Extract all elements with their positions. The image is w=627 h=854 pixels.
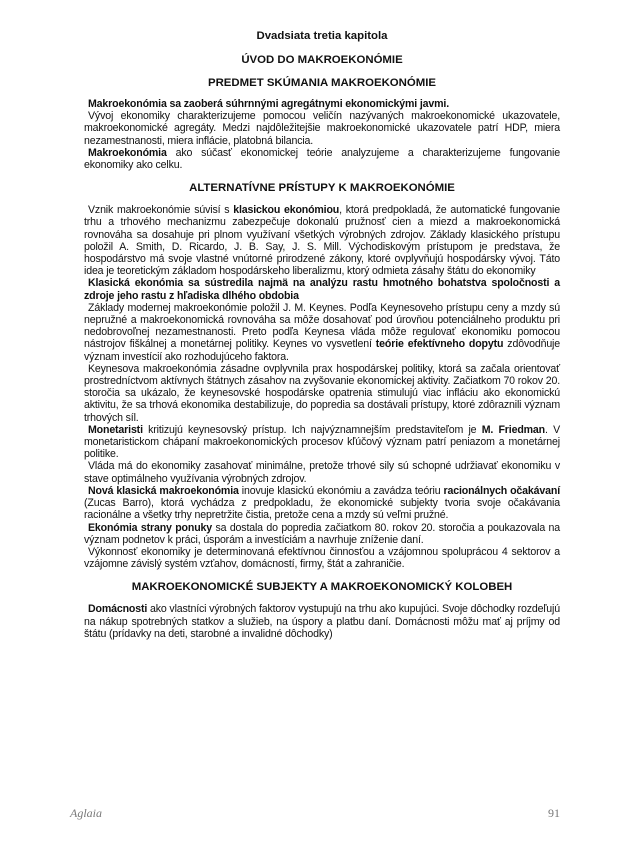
paragraph-monetarists — [84, 424, 560, 461]
term-rational-expectations: racionálnych očakávaní — [443, 484, 560, 497]
section-heading-subjects: MAKROEKONOMICKÉ SUBJEKTY A MAKROEKONOMICKÝ KOLOBEH — [131, 581, 513, 594]
section-heading-subject: PREDMET SKÚMANIA MAKROEKONÓMIE — [207, 77, 437, 89]
paragraph-performance: Výkonnosť ekonomiky je determinovaná efektívnou činnosťou a vzájomnou spoluprácou 4 sektorov a vzájomne závislý systém vzťahov, domácností, firmy, štát a zahraničie. — [84, 545, 560, 571]
paragraph-supply-side — [84, 522, 560, 546]
paragraph-households — [84, 603, 560, 640]
paragraph-text: ako súčasť ekonomickej teórie analyzujeme a charakterizujeme fungovanie ekonomiky ako celku. — [84, 146, 560, 172]
term-effective-demand: teórie efektívneho dopytu — [375, 338, 504, 351]
paragraph-government: Vláda má do ekonomiky zasahovať minimálne, pretože trhové sily sú schopné udržiavať ekonomiku v stave optimálneho využívania výrobných zdrojov. — [84, 460, 560, 485]
term-friedman: M. Friedman — [481, 423, 545, 436]
term-monetarists: Monetaristi — [88, 423, 143, 436]
paragraph-definition — [84, 98, 560, 110]
paragraph-classical-focus — [84, 277, 560, 301]
section-heading-approaches: ALTERNATÍVNE PRÍSTUPY K MAKROEKONÓMIE — [189, 182, 455, 195]
page-title: ÚVOD DO MAKROEKONÓMIE — [241, 54, 403, 66]
page-footer — [70, 806, 560, 821]
paragraph-text: Vznik makroekonómie súvisí s — [88, 204, 234, 217]
page-body — [84, 30, 560, 640]
page-number: 91 — [548, 806, 560, 820]
classical-focus-bold: Klasická ekonómia sa sústredila najmä na analýzu rastu hmotného bohatstva spoločnosti a zdroje jeho rastu z hľadiska dlhého obdobia — [84, 277, 560, 302]
term-new-classical: Nová klasická makroekonómia — [88, 484, 239, 497]
paragraph-keynes — [84, 302, 560, 363]
term-makroekonomia: Makroekonómia — [88, 146, 167, 159]
paragraph-text: , ktorá predpokladá, že automatické fungovanie trhu a trhového mechanizmu zabezpečuje dokonalú pružnosť cien a miezd a makroekonomická rovnováha sa dosahuje pri plnom využívaní všetkých výrobných zdrojov. Základy klasického prístupu položil A. Smith, D. Ricardo, J. B. Say, J. S. Mill. Východiskovým prístupom je predstava, že hospodárstvo má svoje vlastné vnútorné prirodzené zákony, ktoré ovplyvňujú hospodársky vývoj. Táto idea je teoretickým základom hospodárskeho liberalizmu, ktorý odmieta zásahy štátu do ekonomiky — [84, 204, 560, 278]
term-households: Domácnosti — [88, 603, 148, 616]
paragraph-indicators: Vývoj ekonomiky charakterizujeme pomocou veličín nazývaných makroekonomické ukazovatele, makroekonomické agregáty. Medzi najdôležitejšie makroekonomické ukazovatele patrí HDP, miera nezamestnanosti, miera inflácie, platobná bilancia. — [84, 110, 560, 147]
paragraph-text: (Zucas Barro), ktorá vychádza z predpokladu, že ekonomické subjekty tvoria svoje očakávania racionálne a všetky trhy nepretržite čistia, pretože cena a mzdy sú veľmi pružné. — [84, 497, 560, 522]
footer-author: Aglaia — [70, 806, 102, 820]
paragraph-text: zdôvodňuje význam investícií ako rozhodujúceho faktora. — [84, 338, 560, 363]
paragraph-new-classical — [84, 485, 560, 522]
paragraph-text: ako vlastníci výrobných faktorov vystupujú na trhu ako kupujúci. Svoje dôchodky rozdeľujú na nákup spotrebných statkov a služieb, na úspory a platbu daní. Domácnosti môžu mať aj príjmy od štátu (prídavky na deti, starobné a invalidné dôchodky) — [84, 603, 560, 640]
definition-bold: Makroekonómia sa zaoberá súhrnnými agregátnymi ekonomickými javmi. — [88, 98, 450, 110]
paragraph-text: inovuje klasickú ekonómiu a zavádza teóriu — [238, 484, 444, 497]
paragraph-text: Základy modernej makroekonómie položil J. M. Keynes. Podľa Keynesoveho prístupu ceny a mzdy sú nepružné a makroekonomická rovnováha sa môže dosahovať pod úrovňou potenciálneho produktu pri nedobrovoľnej nezamestnanosti. Preto podľa Keynesa vláda môže regulovať ekonomiku pomocou nástrojov fiškálnej a monetárnej politiky. Keynes vo vysvetlení — [84, 301, 560, 351]
paragraph-text: . V monetaristickom chápaní makroekonomických procesov kľúčový význam patrí peniazom a monetárnej politike. — [84, 423, 560, 461]
chapter-heading: Dvadsiata tretia kapitola — [256, 30, 388, 42]
paragraph-text: kritizujú keynesovský prístup. Ich najvýznamnejším predstaviteľom je — [142, 423, 482, 436]
paragraph-keynes-influence: Keynesova makroekonómia zásadne ovplyvnila prax hospodárskej politiky, ktorá sa začala orientovať prostredníctvom aktívnych štátnych zásahov na zvyšovanie ekonomickej aktivity. Začiatkom 70 rokov 20. storočia sa ukázalo, že keynesovské hospodárske opatrenia stimulujú viac infláciu ako ekonomickú aktivitu, že sa trhová ekonomika destabilizuje, do popredia sa dostávali prístupy, ktoré zdôraznili význam trhových síl. — [84, 362, 560, 424]
paragraph-macro-theory — [84, 147, 560, 171]
paragraph-classical — [84, 204, 560, 277]
paragraph-text: sa dostala do popredia začiatkom 80. rokov 20. storočia a poukazovala na význam podnetov k práci, úsporám a investíciám a navrhuje zníženie daní. — [84, 521, 560, 546]
term-supply-side: Ekonómia strany ponuky — [88, 521, 213, 534]
term-classical: klasickou ekonómiou — [233, 204, 340, 217]
